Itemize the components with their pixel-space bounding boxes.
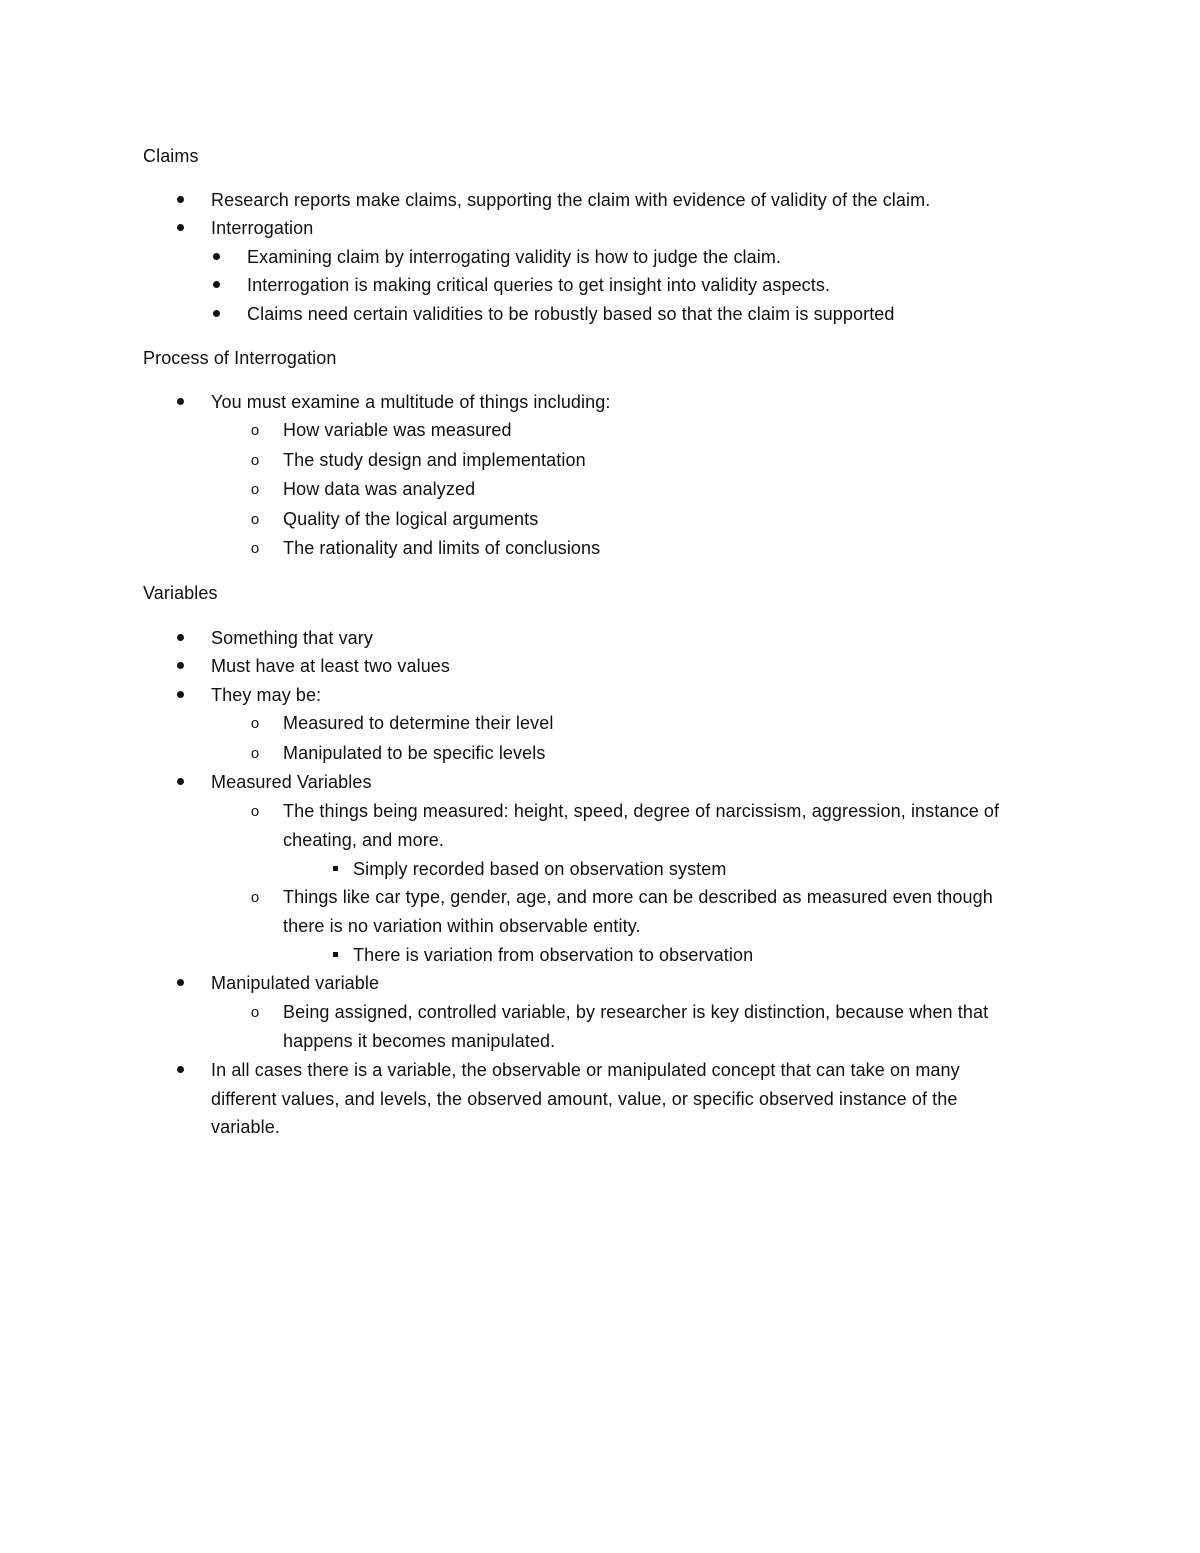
bullet-icon [172, 626, 188, 641]
section-heading-process-of-interrogation: Process of Interrogation [143, 348, 337, 368]
circle-bullet-icon: o [250, 481, 260, 498]
circle-bullet-icon: o [250, 452, 260, 469]
bullet-icon [172, 216, 188, 231]
circle-bullet-icon: o [250, 422, 260, 439]
list-item: There is variation from observation to observation [353, 945, 754, 965]
bullet-icon [208, 302, 224, 317]
list-item: Interrogation [211, 218, 314, 238]
list-item: You must examine a multitude of things including: [211, 392, 611, 412]
list-item: How data was analyzed [283, 479, 476, 499]
list-item: Something that vary [211, 628, 373, 648]
list-item: They may be: [211, 685, 322, 705]
list-item: Manipulated to be specific levels [283, 743, 546, 763]
bullet-icon [172, 390, 188, 405]
square-bullet-icon [327, 857, 343, 871]
list-item: Simply recorded based on observation system [353, 859, 727, 879]
list-item-line: happens it becomes manipulated. [283, 1031, 556, 1051]
list-item: Measured Variables [211, 772, 372, 792]
circle-bullet-icon: o [250, 1004, 260, 1021]
list-item-line: The things being measured: height, speed, degree of narcissism, aggression, instance of [283, 801, 1000, 821]
list-item-line: there is no variation within observable entity. [283, 916, 641, 936]
circle-bullet-icon: o [250, 540, 260, 557]
list-item: Manipulated variable [211, 973, 380, 993]
section-heading-claims: Claims [143, 146, 199, 166]
bullet-icon [172, 683, 188, 698]
circle-bullet-icon: o [250, 715, 260, 732]
list-item: Must have at least two values [211, 656, 451, 676]
list-item: How variable was measured [283, 420, 512, 440]
bullet-icon [208, 245, 224, 260]
list-item-line: Things like car type, gender, age, and more can be described as measured even though [283, 887, 993, 907]
circle-bullet-icon: o [250, 803, 260, 820]
list-item: Research reports make claims, supporting the claim with evidence of validity of the claim. [211, 190, 931, 210]
list-item-line: different values, and levels, the observed amount, value, or specific observed instance of the [211, 1089, 958, 1109]
square-bullet-icon [327, 943, 343, 957]
list-item: Quality of the logical arguments [283, 509, 539, 529]
list-item: Claims need certain validities to be robustly based so that the claim is supported [247, 304, 895, 324]
bullet-icon [172, 1058, 188, 1073]
list-item-line: Being assigned, controlled variable, by researcher is key distinction, because when that [283, 1002, 989, 1022]
list-item-line: In all cases there is a variable, the observable or manipulated concept that can take on many [211, 1060, 960, 1080]
list-item-line: variable. [211, 1117, 280, 1137]
circle-bullet-icon: o [250, 745, 260, 762]
section-heading-variables: Variables [143, 583, 218, 603]
list-item: Measured to determine their level [283, 713, 554, 733]
bullet-icon [172, 770, 188, 785]
list-item: Examining claim by interrogating validity is how to judge the claim. [247, 247, 782, 267]
circle-bullet-icon: o [250, 511, 260, 528]
bullet-icon [172, 188, 188, 203]
list-item-line: cheating, and more. [283, 830, 444, 850]
list-item: Interrogation is making critical queries to get insight into validity aspects. [247, 275, 831, 295]
bullet-icon [172, 971, 188, 986]
list-item: The study design and implementation [283, 450, 586, 470]
bullet-icon [172, 654, 188, 669]
list-item: The rationality and limits of conclusions [283, 538, 601, 558]
bullet-icon [208, 273, 224, 288]
circle-bullet-icon: o [250, 889, 260, 906]
